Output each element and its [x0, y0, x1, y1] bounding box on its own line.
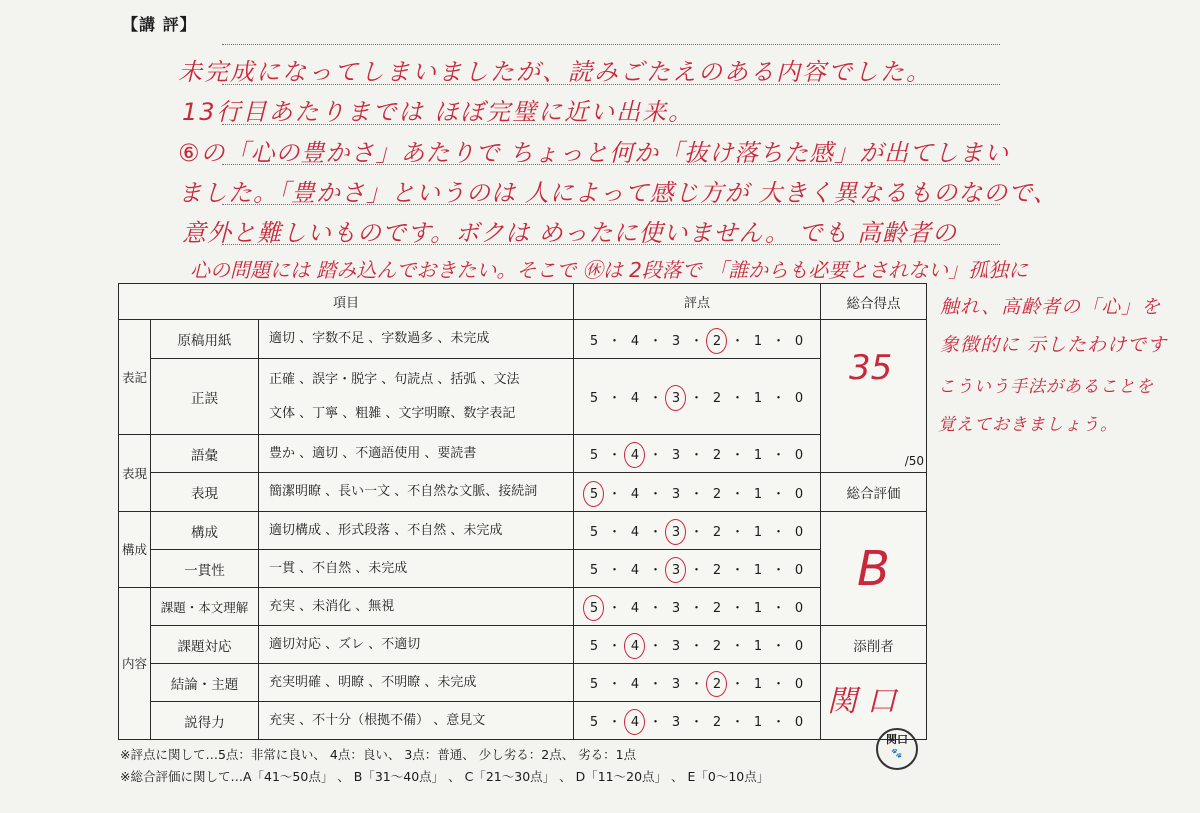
criteria-text: 豊か 、適切 、不適語使用 、要読書 [259, 435, 574, 473]
score-cell [574, 473, 821, 512]
score-option: 5 [589, 677, 600, 692]
item-label: 課題・本文理解 [151, 588, 259, 626]
category-kosei: 構成 [119, 512, 151, 588]
note-eval: ※総合評価に関して…A「41～50点」 、 B「31～40点」 、 C「21～30点」 、 D「11～20点」 、 E「0～10点」 [120, 769, 770, 784]
score-option: 0 [794, 486, 805, 502]
score-option: 5 [589, 715, 600, 730]
score-separator: ・ [772, 601, 787, 616]
selected-score: 5 [585, 487, 605, 502]
comment-line-1: 未完成になってしまいましたが、読みごたえのある内容でした。 [178, 58, 932, 86]
reviewer-signature: 関 口 [827, 684, 897, 719]
selected-score: 2 [708, 677, 728, 692]
score-separator: ・ [772, 448, 787, 463]
score-option: 0 [794, 601, 805, 616]
criteria-text: 充実明確 、明瞭 、不明瞭 、未完成 [259, 664, 574, 702]
header-total: 総合得点 [821, 284, 927, 320]
item-label: 正誤 [151, 359, 259, 435]
selected-score: 3 [667, 563, 687, 578]
score-option: 0 [794, 639, 805, 654]
score-cell [574, 435, 821, 473]
score-option: 0 [794, 391, 805, 406]
score-separator: ・ [690, 601, 705, 616]
score-separator: ・ [731, 525, 746, 540]
score-separator: ・ [649, 563, 664, 578]
item-label: 表現 [151, 473, 259, 512]
selected-score: 3 [667, 391, 687, 406]
score-separator: ・ [608, 677, 623, 692]
score-option: 4 [630, 333, 641, 349]
score-separator: ・ [772, 525, 787, 540]
score-cell [574, 626, 821, 664]
score-separator: ・ [690, 715, 705, 730]
criteria-text: 適切対応 、ズレ 、不適切 [259, 626, 574, 664]
score-option: 1 [753, 486, 764, 502]
score-separator: ・ [690, 639, 705, 654]
criteria-text: 適切 、字数不足 、字数過多 、未完成 [259, 320, 574, 359]
score-option: 1 [753, 525, 764, 540]
score-separator: ・ [649, 525, 664, 540]
score-separator: ・ [690, 391, 705, 406]
item-label: 原稿用紙 [151, 320, 259, 359]
item-label: 構成 [151, 512, 259, 550]
side-comment-2: 象徴的に 示したわけです [940, 334, 1168, 356]
score-option: 1 [753, 715, 764, 730]
score-option: 1 [753, 677, 764, 692]
score-separator: ・ [608, 391, 623, 406]
selected-score: 4 [626, 715, 646, 730]
score-option: 0 [794, 448, 805, 463]
score-option: 0 [794, 715, 805, 730]
eval-grade: B [857, 540, 890, 597]
score-separator: ・ [649, 677, 664, 692]
score-option: 1 [753, 448, 764, 463]
score-separator: ・ [649, 333, 664, 349]
score-separator: ・ [649, 601, 664, 616]
eval-label: 総合評価 [821, 473, 927, 512]
criteria-line: 文体 、丁寧 、粗雑 、文字明瞭、数字表記 [269, 405, 516, 421]
score-separator: ・ [772, 563, 787, 578]
score-option: 2 [712, 525, 723, 540]
item-label: 語彙 [151, 435, 259, 473]
score-option: 3 [671, 639, 682, 654]
score-option: 1 [753, 601, 764, 616]
score-separator: ・ [608, 448, 623, 463]
score-option: 4 [630, 525, 641, 540]
selected-score: 3 [667, 525, 687, 540]
score-separator: ・ [731, 601, 746, 616]
header-item: 項目 [119, 284, 574, 320]
selected-score: 5 [585, 601, 605, 616]
score-option: 5 [589, 525, 600, 540]
score-option: 2 [712, 601, 723, 616]
criteria-text: 充実 、不十分（根拠不備） 、意見文 [259, 702, 574, 740]
score-separator: ・ [649, 486, 664, 502]
score-option: 4 [630, 391, 641, 406]
score-option: 3 [671, 677, 682, 692]
score-separator: ・ [731, 677, 746, 692]
score-option: 2 [712, 391, 723, 406]
comment-line-2: 13行目あたりまでは ほぼ完璧に近い出来。 [182, 98, 695, 126]
item-label: 結論・主題 [151, 664, 259, 702]
selected-score: 2 [708, 334, 728, 349]
score-separator: ・ [731, 486, 746, 502]
score-option: 3 [671, 448, 682, 463]
category-hyogen: 表現 [119, 435, 151, 512]
comment-line-3: ⑥の「心の豊かさ」あたりで ちょっと何か「抜け落ちた感」が出てしまい [178, 139, 1010, 167]
item-label: 説得力 [151, 702, 259, 740]
score-option: 2 [712, 639, 723, 654]
score-option: 4 [630, 601, 641, 616]
score-option: 0 [794, 563, 805, 578]
stamp-name: 関口 [886, 733, 909, 746]
score-separator: ・ [649, 639, 664, 654]
side-comment-1: 触れ、高齢者の「心」を [940, 296, 1162, 318]
score-option: 1 [753, 563, 764, 578]
score-option: 3 [671, 715, 682, 730]
comment-line-4: ました。「豊かさ」というのは 人によって感じ方が 大きく異なるものなので、 [178, 179, 1058, 207]
score-separator: ・ [690, 486, 705, 502]
header-score: 評点 [574, 284, 821, 320]
score-option: 4 [630, 486, 641, 502]
score-cell [574, 320, 821, 359]
reviewer-cell [821, 664, 927, 759]
reviewer-stamp [876, 728, 918, 770]
score-option: 4 [630, 677, 641, 692]
score-separator: ・ [649, 391, 664, 406]
score-separator: ・ [772, 486, 787, 502]
score-separator: ・ [608, 639, 623, 654]
score-separator: ・ [772, 639, 787, 654]
score-separator: ・ [731, 563, 746, 578]
total-score: 35 [849, 348, 893, 388]
score-separator: ・ [690, 563, 705, 578]
score-option: 5 [589, 639, 600, 654]
criteria-text: 適切構成 、形式段落 、不自然 、未完成 [259, 512, 574, 550]
criteria-text: 簡潔明瞭 、長い一文 、不自然な文脈、接続詞 [259, 473, 574, 512]
stamp-paw-icon: 🐾 [891, 749, 903, 759]
item-label: 課題対応 [151, 626, 259, 664]
criteria-text: 充実 、未消化 、無視 [259, 588, 574, 626]
reviewer-label: 添削者 [821, 626, 927, 664]
score-separator: ・ [731, 391, 746, 406]
score-separator: ・ [731, 639, 746, 654]
score-separator: ・ [608, 525, 623, 540]
score-option: 1 [753, 333, 764, 349]
score-separator: ・ [772, 715, 787, 730]
score-separator: ・ [731, 448, 746, 463]
score-cell [574, 664, 821, 702]
score-option: 2 [712, 563, 723, 578]
score-option: 5 [589, 448, 600, 463]
item-label: 一貫性 [151, 550, 259, 588]
score-separator: ・ [731, 715, 746, 730]
score-separator: ・ [608, 601, 623, 616]
criteria-text [259, 359, 574, 435]
score-cell [574, 588, 821, 626]
score-option: 3 [671, 601, 682, 616]
score-separator: ・ [731, 333, 746, 349]
score-cell [574, 512, 821, 550]
score-option: 0 [794, 333, 805, 349]
score-option: 0 [794, 677, 805, 692]
score-separator: ・ [608, 715, 623, 730]
score-cell [574, 550, 821, 588]
score-separator: ・ [649, 448, 664, 463]
score-separator: ・ [772, 333, 787, 349]
total-suffix: /50 [904, 454, 925, 468]
score-separator: ・ [608, 563, 623, 578]
score-separator: ・ [649, 715, 664, 730]
score-separator: ・ [690, 677, 705, 692]
category-hyoki: 表記 [119, 320, 151, 435]
score-separator: ・ [772, 391, 787, 406]
review-heading: 【講 評】 [122, 15, 197, 34]
score-separator: ・ [690, 525, 705, 540]
side-comment-4: 覚えておきましょう。 [938, 415, 1118, 435]
score-separator: ・ [772, 677, 787, 692]
score-option: 4 [630, 563, 641, 578]
score-option: 2 [712, 486, 723, 502]
score-cell [574, 702, 821, 740]
comment-line-5: 意外と難しいものです。ボクは めったに使いません。 でも 高齢者の [182, 219, 958, 247]
score-option: 5 [589, 333, 600, 349]
score-cell [574, 359, 821, 435]
category-naiyo: 内容 [119, 588, 151, 740]
score-separator: ・ [608, 333, 623, 349]
score-option: 5 [589, 563, 600, 578]
note-score: ※評点に関して…5点：非常に良い、 4点：良い、 3点：普通、 少し劣る：2点、 劣る：1点 [120, 747, 637, 762]
score-option: 2 [712, 448, 723, 463]
score-option: 1 [753, 391, 764, 406]
score-option: 3 [671, 486, 682, 502]
eval-grade-cell [821, 512, 927, 626]
selected-score: 4 [626, 448, 646, 463]
score-separator: ・ [690, 448, 705, 463]
selected-score: 4 [626, 639, 646, 654]
score-option: 3 [671, 333, 682, 349]
criteria-text: 一貫 、不自然 、未完成 [259, 550, 574, 588]
comment-line-6: 心の問題には 踏み込んでおきたい。そこで ㊡は 2段落で 「誰からも必要とされない」孤独に [190, 258, 1029, 282]
score-separator: ・ [608, 486, 623, 502]
score-separator: ・ [690, 333, 705, 349]
score-option: 5 [589, 391, 600, 406]
score-option: 2 [712, 715, 723, 730]
side-comment-3: こういう手法があることを [938, 377, 1154, 397]
total-score-cell [821, 320, 927, 473]
criteria-line: 正確 、誤字・脱字 、句読点 、括弧 、文法 [269, 371, 520, 387]
score-option: 1 [753, 639, 764, 654]
score-option: 0 [794, 525, 805, 540]
